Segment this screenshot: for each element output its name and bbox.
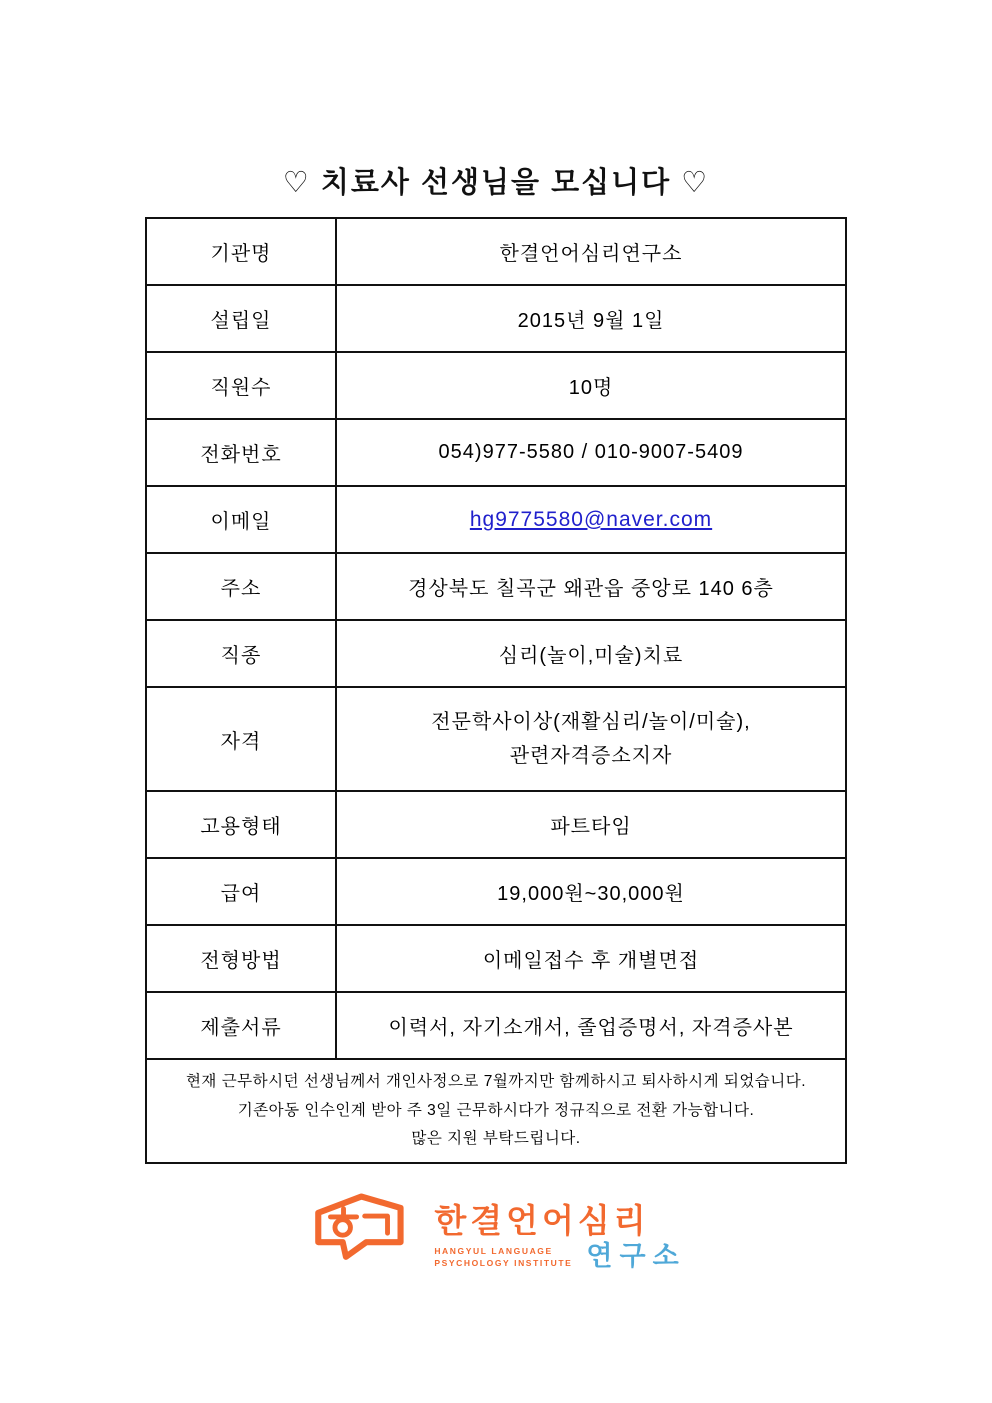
note-line-3: 많은 지원 부탁드립니다.	[411, 1130, 581, 1148]
table-row	[146, 352, 846, 419]
row-value: 이메일접수 후 개별면접	[336, 925, 846, 992]
row-label: 고용형태	[146, 791, 336, 858]
row-label: 직종	[146, 620, 336, 687]
row-label: 급여	[146, 858, 336, 925]
row-value: 심리(놀이,미술)치료	[336, 620, 846, 687]
row-label: 자격	[146, 687, 336, 791]
row-label: 이메일	[146, 486, 336, 553]
table-row	[146, 858, 846, 925]
row-value: 한결언어심리연구소	[336, 218, 846, 285]
row-label: 전화번호	[146, 419, 336, 486]
row-value	[336, 486, 846, 553]
row-value: 파트타임	[336, 791, 846, 858]
table-row	[146, 620, 846, 687]
table-row	[146, 925, 846, 992]
table-row	[146, 992, 846, 1059]
row-label: 주소	[146, 553, 336, 620]
company-logo	[0, 1190, 992, 1283]
table-row	[146, 218, 846, 285]
row-value: 2015년 9월 1일	[336, 285, 846, 352]
row-value: 19,000원~30,000원	[336, 858, 846, 925]
table-row	[146, 553, 846, 620]
qualification-line-1: 전문학사이상(재활심리/놀이/미술),	[431, 711, 751, 733]
row-label: 전형방법	[146, 925, 336, 992]
logo-english-line-2: PSYCHOLOGY INSTITUTE	[434, 1258, 573, 1269]
logo-bottom-row	[434, 1243, 685, 1270]
table-row	[146, 285, 846, 352]
logo-text	[434, 1190, 685, 1270]
logo-korean-name: 한결언어심리	[434, 1202, 650, 1240]
email-link[interactable]: hg9775580@naver.com	[469, 507, 713, 531]
table-row	[146, 486, 846, 553]
row-value: 10명	[336, 352, 846, 419]
row-value: 이력서, 자기소개서, 졸업증명서, 자격증사본	[336, 992, 846, 1059]
note-cell	[146, 1059, 846, 1163]
page-title: ♡ 치료사 선생님을 모십니다 ♡	[282, 167, 710, 199]
table-row	[146, 419, 846, 486]
row-label: 기관명	[146, 218, 336, 285]
row-value: 경상북도 칠곡군 왜관읍 중앙로 140 6층	[336, 553, 846, 620]
logo-english-caption	[434, 1245, 572, 1271]
note-row	[146, 1059, 846, 1163]
row-label: 직원수	[146, 352, 336, 419]
row-value: 054)977-5580 / 010-9007-5409	[336, 419, 846, 486]
row-label: 설립일	[146, 285, 336, 352]
row-value	[336, 687, 846, 791]
note-line-1: 현재 근무하시던 선생님께서 개인사정으로 7월까지만 함께하시고 퇴사하시게 되었습니다.	[185, 1073, 807, 1090]
qualification-line-2: 관련자격증소지자	[509, 745, 673, 767]
info-table	[145, 217, 847, 1164]
speech-bubble-house-icon	[306, 1190, 412, 1283]
note-line-2: 기존아동 인수인계 받아 주 3일 근무하시다가 정규직으로 전환 가능합니다.	[237, 1101, 755, 1119]
table-row	[146, 687, 846, 791]
table-row	[146, 791, 846, 858]
row-label: 제출서류	[146, 992, 336, 1059]
logo-suffix: 연구소	[586, 1241, 686, 1272]
logo-english-line-1: HANGYUL LANGUAGE	[434, 1245, 553, 1256]
